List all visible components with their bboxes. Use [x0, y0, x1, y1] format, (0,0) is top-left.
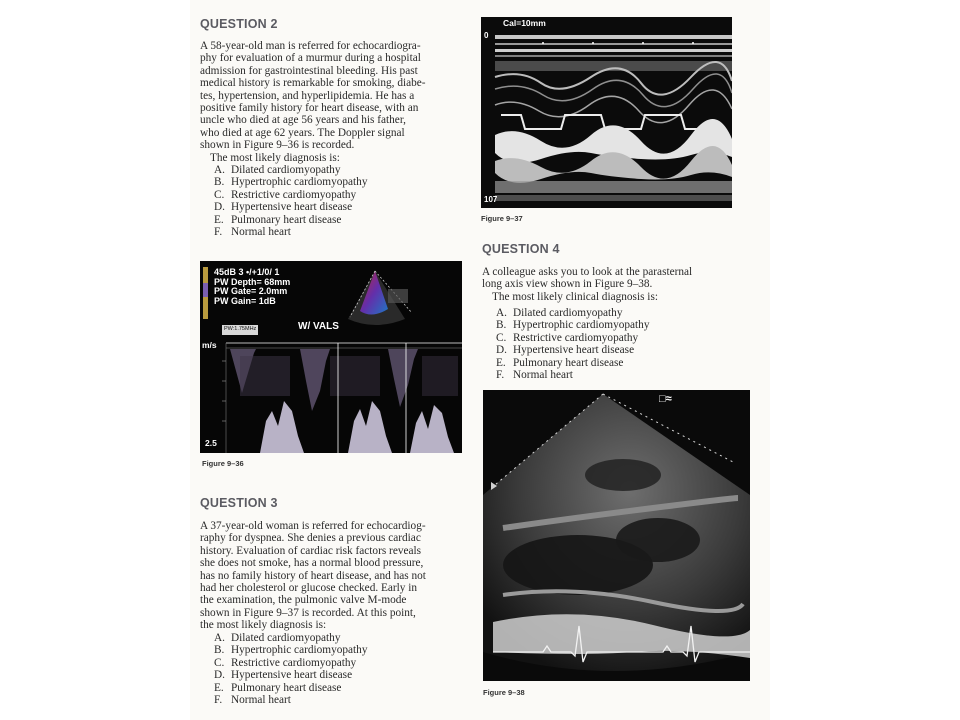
question-3-text — [200, 520, 470, 632]
text-line: raphy for dyspnea. She denies a previous cardiac — [200, 532, 421, 545]
option-d — [496, 344, 649, 356]
text-line: A 37-year-old woman is referred for echocardiog- — [200, 520, 426, 532]
option-a — [496, 307, 649, 319]
option-key: B. — [214, 176, 225, 189]
figure-9-36-caption: Figure 9–36 — [202, 459, 244, 468]
option-key: E. — [214, 213, 224, 226]
option-c — [214, 657, 367, 669]
option-text: Hypertrophic cardiomyopathy — [513, 319, 650, 332]
text-line: medical history is remarkable for smoking, diabe- — [200, 77, 426, 90]
option-b — [214, 644, 367, 656]
text-line: A 58-year-old man is referred for echocardiogra- — [200, 40, 421, 52]
option-key: A. — [214, 164, 225, 176]
option-text: Hypertensive heart disease — [513, 344, 635, 357]
option-e — [214, 214, 367, 226]
option-text: Dilated cardiomyopathy — [513, 307, 623, 319]
question-prompt: The most likely diagnosis is: — [210, 151, 340, 164]
mmode-graphic — [481, 17, 732, 208]
text-line: uncle who died at age 56 years and his father, — [200, 114, 406, 127]
option-text: Restrictive cardiomyopathy — [231, 188, 357, 201]
question-prompt: The most likely clinical diagnosis is: — [492, 290, 658, 303]
option-text: Hypertensive heart disease — [231, 669, 353, 682]
figure-9-38-caption: Figure 9–38 — [483, 688, 525, 697]
text-line: shown in Figure 9–36 is recorded. — [200, 139, 355, 152]
option-key: E. — [214, 681, 224, 694]
text-line: the most likely diagnosis is: — [200, 619, 327, 632]
option-text: Hypertensive heart disease — [231, 201, 353, 214]
option-key: F. — [214, 694, 223, 707]
text-line: tes, hypertension, and hyperlipidemia. He has a — [200, 89, 415, 102]
parasternal-long-axis-graphic — [483, 390, 750, 681]
option-b — [214, 176, 367, 188]
calibration-label: Cal=10mm — [503, 18, 546, 28]
text-line: history. Evaluation of cardiac risk factors reveals — [200, 544, 422, 557]
option-key: F. — [214, 226, 223, 239]
option-key: D. — [214, 201, 225, 214]
option-d — [214, 201, 367, 213]
text-line: admission for gastrointestinal bleeding. His past — [200, 64, 418, 77]
option-f — [214, 694, 367, 706]
option-key: E. — [496, 356, 506, 369]
setting-line: PW Gate= 2.0mm — [214, 286, 288, 296]
text-line: shown in Figure 9–37 is recorded. At this point, — [200, 606, 416, 619]
option-c — [214, 189, 367, 201]
question-2-heading: QUESTION 2 — [200, 17, 278, 31]
option-text: Pulmonary heart disease — [513, 356, 624, 369]
setting-line: PW Depth= 68mm — [214, 276, 291, 287]
question-4-options — [496, 307, 649, 381]
text-line: had her cholesterol or glucose checked. Early in — [200, 582, 418, 595]
text-line: positive family history for heart disease, with an — [200, 102, 419, 115]
question-4-heading: QUESTION 4 — [482, 242, 560, 256]
option-key: B. — [214, 644, 225, 657]
option-text: Hypertrophic cardiomyopathy — [231, 176, 368, 189]
option-f — [496, 369, 649, 381]
probe-marker-icon: □≈ — [659, 393, 672, 405]
depth-top-label: 0 — [484, 31, 489, 40]
frequency-tag: PW:1.75MHz — [222, 325, 258, 335]
option-key: C. — [214, 656, 225, 669]
option-text: Pulmonary heart disease — [231, 213, 342, 226]
option-key: A. — [214, 632, 225, 644]
question-2-options — [214, 164, 367, 238]
option-text: Restrictive cardiomyopathy — [231, 656, 357, 669]
text-line: phy for evaluation of a murmur during a hospital — [200, 52, 421, 65]
option-d — [214, 669, 367, 681]
question-2-text — [200, 40, 470, 164]
setting-line: PW Gain= 1dB — [214, 295, 276, 306]
option-key: C. — [496, 331, 507, 344]
velocity-unit-label: m/s — [202, 340, 217, 350]
setting-line: 45dB 3 •/+1/0/ 1 — [214, 267, 280, 277]
option-a — [214, 164, 367, 176]
text-line: she does not smoke, has a normal blood pressure, — [200, 557, 424, 570]
figure-9-38-echo-image — [483, 390, 750, 681]
option-b — [496, 319, 649, 331]
valsalva-label: W/ VALS — [298, 321, 339, 332]
option-key: D. — [214, 669, 225, 682]
option-c — [496, 332, 649, 344]
text-line: long axis view shown in Figure 9–38. — [482, 278, 653, 291]
option-text: Dilated cardiomyopathy — [231, 632, 341, 644]
option-text: Pulmonary heart disease — [231, 681, 342, 694]
option-text: Normal heart — [513, 369, 573, 382]
text-line: who died at age 62 years. The Doppler signal — [200, 126, 405, 139]
question-4-text — [482, 266, 752, 303]
option-text: Normal heart — [231, 226, 291, 239]
velocity-scale-max: 2.5 — [205, 438, 217, 448]
option-key: D. — [496, 344, 507, 357]
option-text: Dilated cardiomyopathy — [231, 164, 341, 176]
figure-9-37-caption: Figure 9–37 — [481, 214, 523, 223]
option-key: B. — [496, 319, 507, 332]
textbook-page — [190, 0, 770, 720]
text-line: A colleague asks you to look at the parasternal — [482, 266, 693, 278]
figure-9-36-doppler-image — [200, 261, 462, 453]
option-a — [214, 632, 367, 644]
question-3-heading: QUESTION 3 — [200, 496, 278, 510]
doppler-settings — [214, 268, 290, 306]
figure-9-37-mmode-image — [481, 17, 732, 208]
option-key: A. — [496, 307, 507, 319]
option-key: C. — [214, 188, 225, 201]
option-e — [496, 357, 649, 369]
option-text: Hypertrophic cardiomyopathy — [231, 644, 368, 657]
option-e — [214, 682, 367, 694]
option-f — [214, 226, 367, 238]
text-line: the examination, the pulmonic valve M-mode — [200, 594, 407, 607]
option-key: F. — [496, 369, 505, 382]
depth-bottom-label: 107 — [484, 195, 498, 204]
text-line: has no family history of heart disease, and has not — [200, 569, 426, 582]
option-text: Normal heart — [231, 694, 291, 707]
option-text: Restrictive cardiomyopathy — [513, 331, 639, 344]
question-3-options — [214, 632, 367, 706]
